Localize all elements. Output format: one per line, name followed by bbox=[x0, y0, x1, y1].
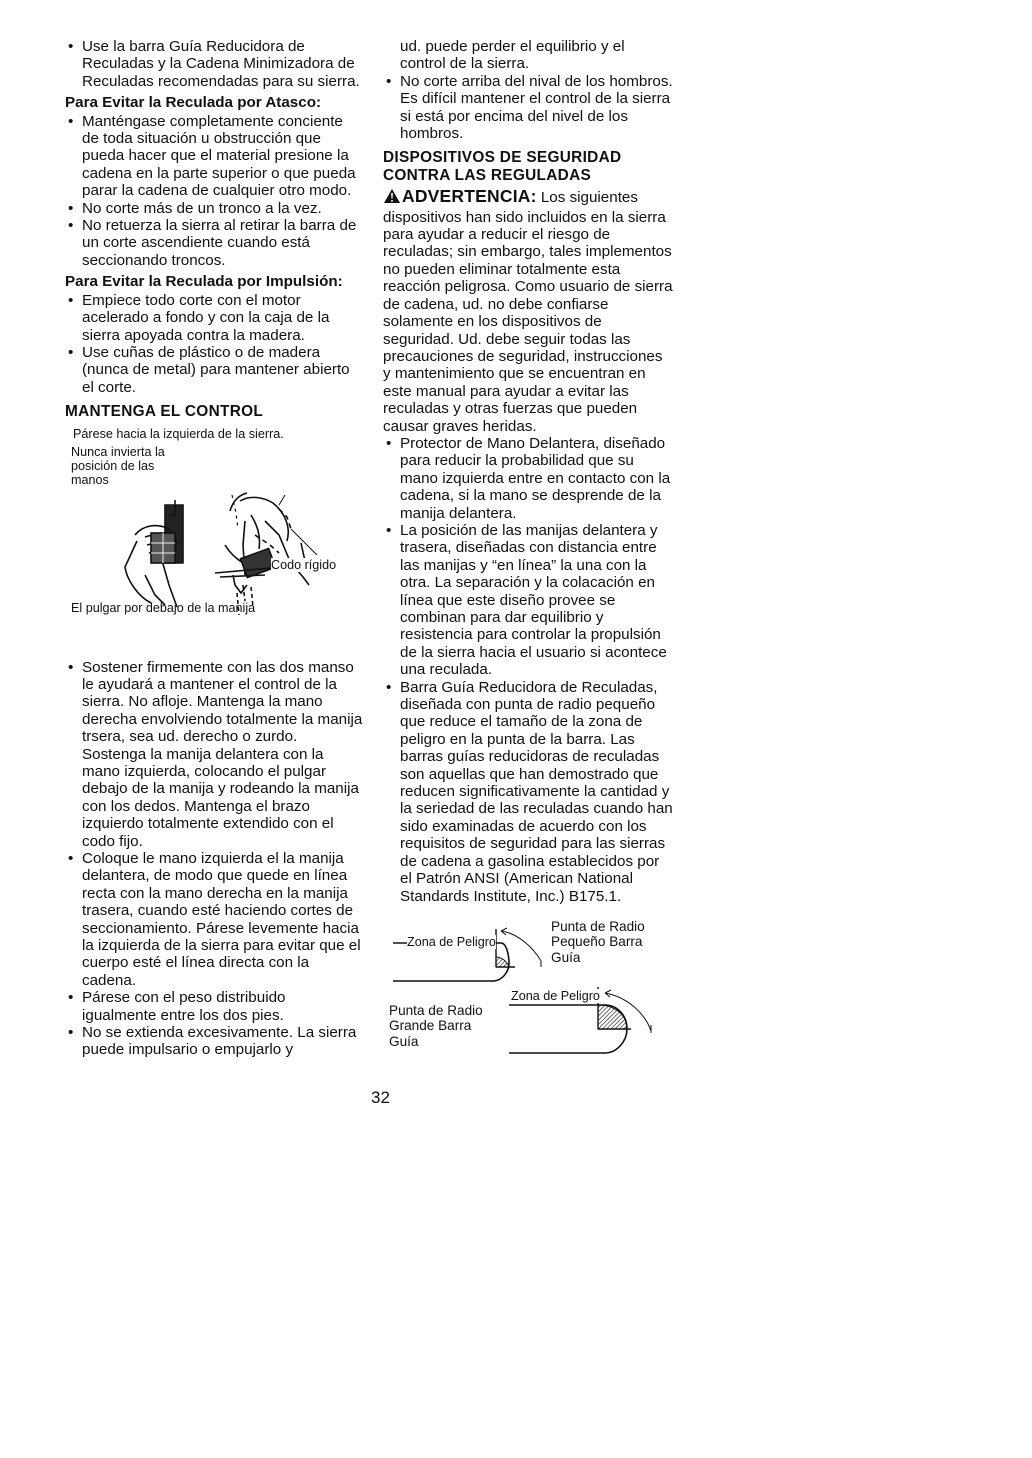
thumb-label: El pulgar por debajo de la manija bbox=[71, 600, 256, 615]
large-danger-zone bbox=[598, 1005, 627, 1029]
list-item: • Sostener firmemente con las dos manso le ayudará a mantener el control de la sierra. No afloje. Mantenga la mano derecha envolviendo totalmente la manija trsera, sea ud. derecho o zurdo. Sostenga la manija delantera con la mano izquierda, colocando el pulgar debajo de la manija y rodeando la manija con los dedos. Mantenga el brazo izquierdo totalmente extendido con el codo fijo. bbox=[65, 659, 363, 850]
operator-figure bbox=[215, 493, 317, 615]
intro-bullet-list bbox=[65, 38, 363, 90]
left-column bbox=[65, 38, 363, 1059]
right-column bbox=[383, 38, 673, 1067]
warning-word: ADVERTENCIA: bbox=[402, 186, 537, 207]
continued-text: ud. puede perder el equilibrio y el control de la sierra. bbox=[400, 38, 625, 73]
list-item: • La posición de las manijas delantera y trasera, diseñadas con distancia entre las manijas y “en línea” la una con la otra. La separación y la colacación en línea que este diseño provee se combinan para dar equilibrio y resistencia para controlar la propulsión de la sierra hacia el usuario si acontece una reculada. bbox=[383, 522, 673, 679]
elbow-label: Codo rígido bbox=[271, 557, 337, 572]
control-heading: MANTENGA EL CONTROL bbox=[65, 403, 264, 421]
impulsion-bullet-list bbox=[65, 292, 363, 396]
list-item: • Empiece todo corte con el motor acelerado a fondo y con la caja de la sierra apoyada contra la madera. bbox=[65, 292, 363, 344]
warning-text: Los siguientes dispositivos han sido incluidos en la sierra para ayudar a reducir el riesgo de reculadas; sin embargo, tales implementos no pueden eliminar totalmente esta reacción peligrosa. Como usuario de sierra de cadena, ud. no debe confiarse solamente en los dispositivos de seguridad. Ud. debe seguir todas las precauciones de seguridad, instrucciones y mantenimiento que se encuentran en este manual para ayudar a evitar las reculadas y otras fuerzas que pueden causar graves heridas. bbox=[383, 189, 673, 435]
list-item: • Barra Guía Reducidora de Reculadas, diseñada con punta de radio pequeño que reduce el tamaño de la zona de peligro en la punta de la barra. Las barras guías reducidoras de reculadas son aquellas que han demostrado que reducen significativamente la cantidad y la seriedad de las reculadas cuando han sido examinadas de acuerdo con los requisitos de seguridad para las sierras de cadena a gasolina establecidos por el Patrón ANSI (American National Standards Institute, Inc.) B175.1. bbox=[383, 679, 673, 905]
impulsion-heading: Para Evitar la Reculada por Impulsión: bbox=[65, 273, 343, 291]
stand-left-label: Párese hacia la izquierda de la sierra. bbox=[73, 426, 284, 441]
list-item: • Use la barra Guía Reducidora de Reculadas y la Cadena Minimizadora de Reculadas recomendadas para su sierra. bbox=[65, 38, 363, 90]
list-item: • No se extienda excesivamente. La sierra puede impulsario o empujarlo y bbox=[65, 1024, 363, 1059]
guide-bar-figure bbox=[383, 917, 673, 1067]
page-number: 32 bbox=[371, 1088, 390, 1107]
atasco-bullet-list bbox=[65, 113, 363, 270]
list-item: • No retuerza la sierra al retirar la barra de un corte ascendiente cuando está seccionando troncos. bbox=[65, 217, 363, 269]
safety-devices-heading: DISPOSITIVOS DE SEGURIDAD CONTRA LAS REGULADAS bbox=[383, 149, 622, 184]
list-item: • Párese con el peso distribuido igualmente entre los dos pies. bbox=[65, 989, 363, 1024]
shoulder-bullet-list bbox=[383, 73, 673, 143]
atasco-heading: Para Evitar la Reculada por Atasco: bbox=[65, 94, 322, 112]
list-item: • Protector de Mano Delantera, diseñado para reducir la probabilidad que su mano izquierda entre en contacto con la cadena, si la mano se desprende de la manija delantera. bbox=[383, 435, 673, 522]
danger-zone-small-label: Zona de Peligro bbox=[407, 934, 496, 949]
list-item: • No corte más de un tronco a la vez. bbox=[65, 200, 363, 217]
control-figure bbox=[65, 425, 363, 647]
control-bullet-list bbox=[65, 659, 363, 1059]
small-tip-label: Punta de Radio Pequeño Barra Guía bbox=[551, 918, 645, 965]
large-tip-label: Punta de Radio Grande Barra Guía bbox=[389, 1002, 483, 1049]
list-item: • No corte arriba del nival de los hombros. Es difícil mantener el control de la sierra si está por encima del nivel de los hombros. bbox=[383, 73, 673, 143]
danger-zone-large-label: Zona de Peligro bbox=[511, 988, 600, 1003]
small-danger-zone bbox=[496, 943, 509, 967]
list-item: • Coloque le mano izquierda el la manija delantera, de modo que quede en línea recta con la mano derecha en la manija trasera, cuando esté haciendo cortes de seccionamiento. Párese levemente hacia la izquierda de la sierra para evitar que el cuerpo esté el línea directa con la cadena. bbox=[65, 850, 363, 989]
hands-position-label: Nunca invierta la posición de las manos bbox=[71, 444, 165, 487]
warning-triangle-icon bbox=[383, 188, 401, 208]
warning-paragraph bbox=[383, 188, 673, 435]
list-item: • Manténgase completamente conciente de toda situación u obstrucción que pueda hacer que el material presione la cadena en la parte superior o que pueda parar la cadena de cualquier otro modo. bbox=[65, 113, 363, 200]
list-item: • Use cuñas de plástico o de madera (nunca de metal) para mantener abierto el corte. bbox=[65, 344, 363, 396]
safety-bullet-list bbox=[383, 435, 673, 905]
